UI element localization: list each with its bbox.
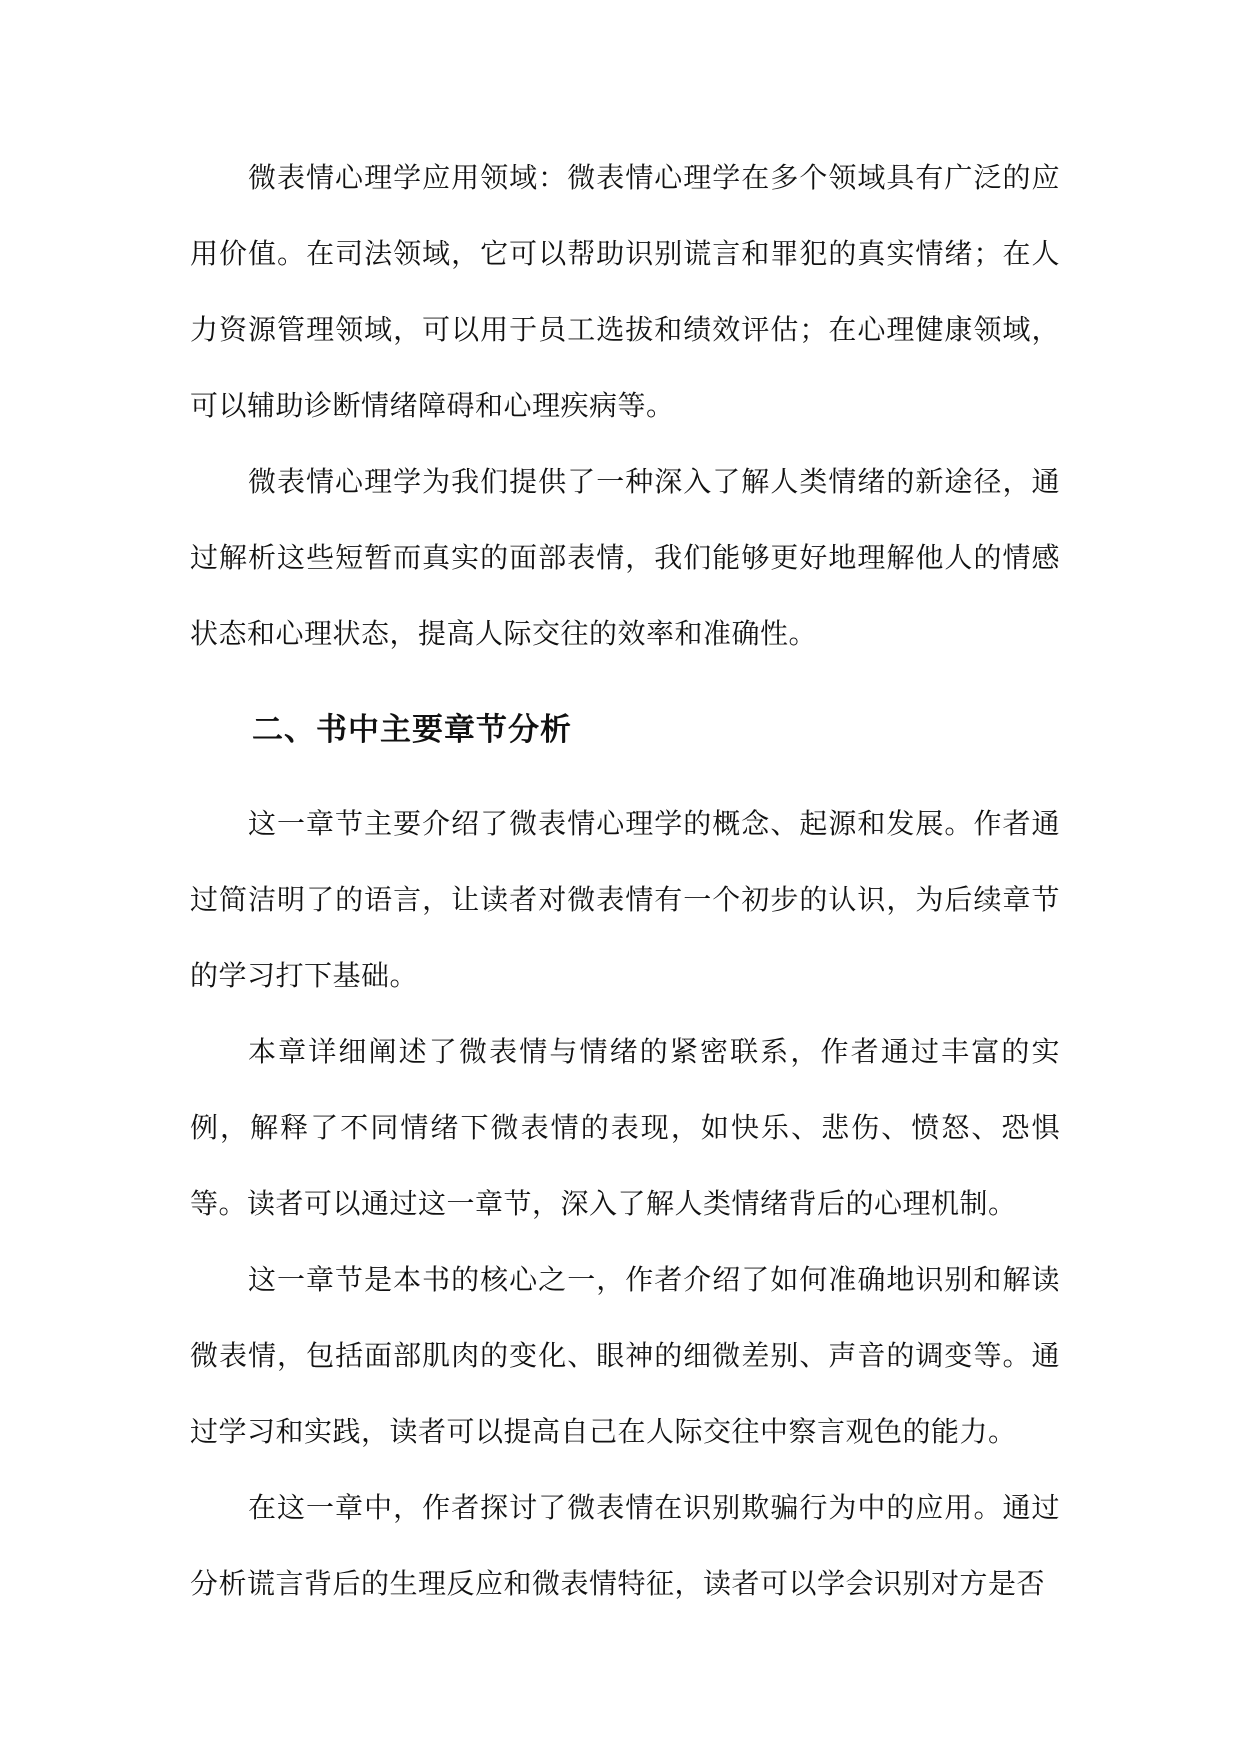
paragraph-chapter-emotions: 本章详细阐述了微表情与情绪的紧密联系，作者通过丰富的实例，解释了不同情绪下微表情的表现，如快乐、悲伤、愤怒、恐惧等。读者可以通过这一章节，深入了解人类情绪背后的心理机制。 <box>190 1035 1060 1220</box>
paragraph-application-fields: 微表情心理学应用领域：微表情心理学在多个领域具有广泛的应用价值。在司法领域，它可以帮助识别谎言和罪犯的真实情绪；在人力资源管理领域，可以用于员工选拔和绩效评估；在心理健康领域，可以辅助诊断情绪障碍和心理疾病等。 <box>190 161 1060 422</box>
paragraph-chapter-deception: 在这一章中，作者探讨了微表情在识别欺骗行为中的应用。通过分析谎言背后的生理反应和微表情特征，读者可以学会识别对方是否 <box>190 1491 1060 1600</box>
paragraph-new-approach: 微表情心理学为我们提供了一种深入了解人类情绪的新途径，通过解析这些短暂而真实的面部表情，我们能够更好地理解他人的情感状态和心理状态，提高人际交往的效率和准确性。 <box>190 465 1060 650</box>
section-heading: 二、书中主要章节分析 <box>252 712 572 748</box>
document-body <box>190 140 1060 1622</box>
paragraph-chapter-recognition: 这一章节是本书的核心之一，作者介绍了如何准确地识别和解读微表情，包括面部肌肉的变化、眼神的细微差别、声音的调变等。通过学习和实践，读者可以提高自己在人际交往中察言观色的能力。 <box>190 1263 1060 1448</box>
paragraph-chapter-concepts: 这一章节主要介绍了微表情心理学的概念、起源和发展。作者通过简洁明了的语言，让读者对微表情有一个初步的认识，为后续章节的学习打下基础。 <box>190 807 1060 992</box>
